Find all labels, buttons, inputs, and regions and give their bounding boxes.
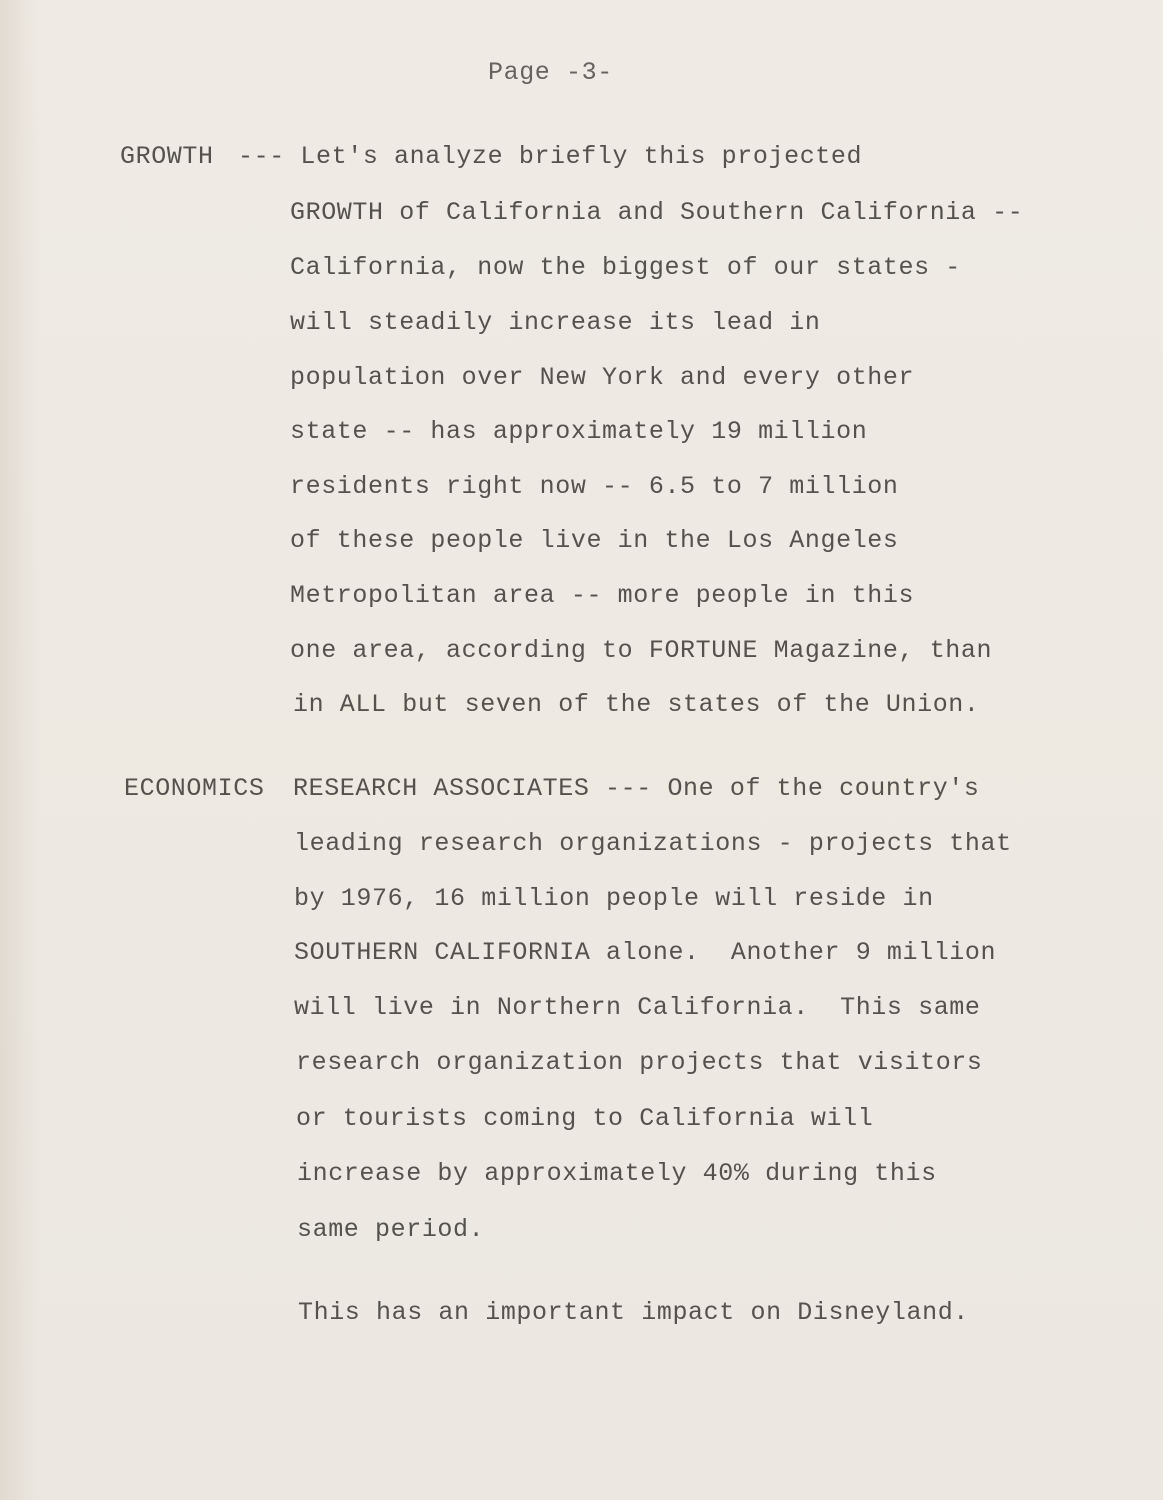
growth-line-4: will steadily increase its lead in	[290, 308, 821, 337]
growth-line-8: of these people live in the Los Angeles	[290, 526, 899, 555]
economics-line-6: research organization projects that visitors	[296, 1048, 983, 1077]
closing-line: This has an important impact on Disneyland.	[298, 1298, 969, 1327]
growth-label: GROWTH	[120, 142, 214, 171]
economics-label: ECONOMICS	[124, 774, 265, 803]
economics-line-4: SOUTHERN CALIFORNIA alone. Another 9 million	[294, 938, 997, 967]
growth-line-6: state -- has approximately 19 million	[290, 417, 868, 446]
growth-line-11: in ALL but seven of the states of the Union.	[293, 690, 980, 719]
economics-line-1: RESEARCH ASSOCIATES --- One of the country's	[293, 774, 980, 803]
growth-line-9: Metropolitan area -- more people in this	[290, 581, 915, 610]
growth-line-1: --- Let's analyze briefly this projected	[238, 142, 863, 171]
economics-line-5: will live in Northern California. This same	[294, 993, 981, 1022]
growth-line-3: California, now the biggest of our states -	[290, 253, 961, 282]
economics-line-2: leading research organizations - projects that	[294, 829, 1012, 858]
growth-line-5: population over New York and every other	[290, 363, 915, 392]
page-number: Page -3-	[488, 58, 613, 87]
economics-line-3: by 1976, 16 million people will reside in	[294, 884, 934, 913]
economics-line-9: same period.	[297, 1215, 485, 1244]
economics-line-8: increase by approximately 40% during this	[297, 1159, 937, 1188]
growth-line-7: residents right now -- 6.5 to 7 million	[290, 472, 899, 501]
economics-line-7: or tourists coming to California will	[296, 1104, 874, 1133]
growth-line-10: one area, according to FORTUNE Magazine, than	[290, 636, 993, 665]
growth-line-2: GROWTH of California and Southern California --	[290, 198, 1024, 227]
